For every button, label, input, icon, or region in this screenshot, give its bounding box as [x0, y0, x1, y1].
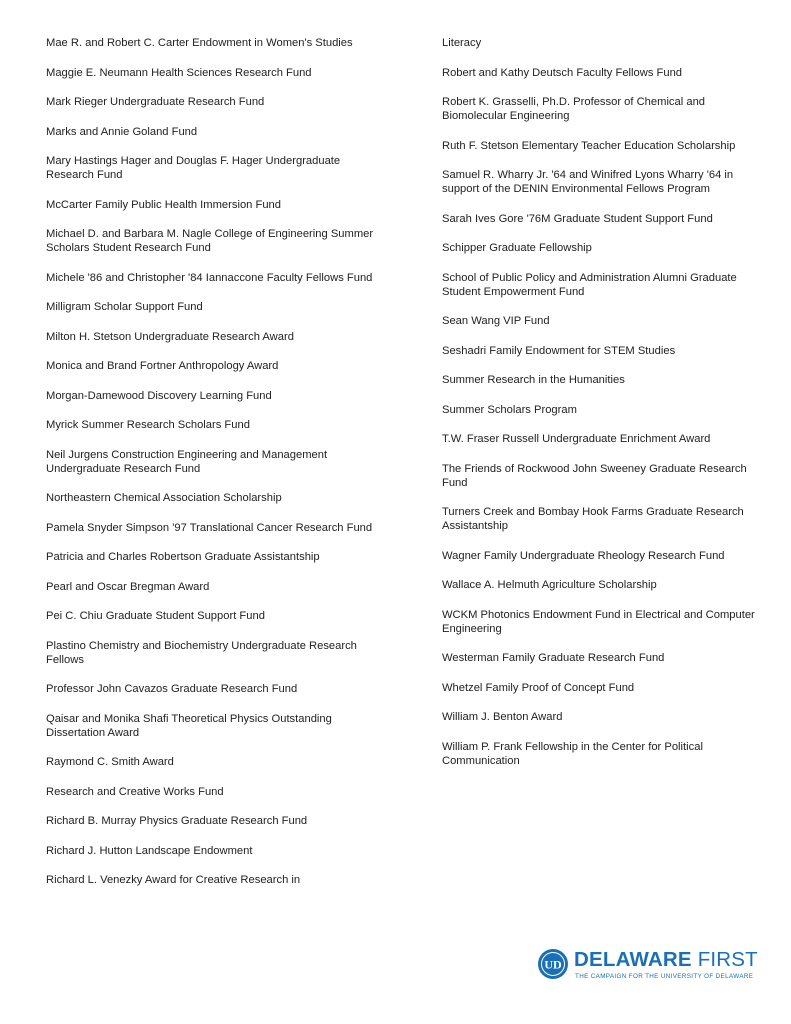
list-item: Samuel R. Wharry Jr. '64 and Winifred Lyons Wharry '64 in support of the DENIN Environmental Fellows Program	[442, 169, 734, 195]
svg-text:UD: UD	[544, 957, 562, 972]
list-item: William J. Benton Award	[442, 711, 563, 723]
list-item: Richard J. Hutton Landscape Endowment	[46, 844, 253, 857]
list-item: Sarah Ives Gore '76M Graduate Student Support Fund	[442, 212, 713, 225]
list-item: William P. Frank Fellowship in the Center for Political Communication	[442, 740, 703, 767]
list-item: Neil Jurgens Construction Engineering and Management Undergraduate Research Fund	[46, 448, 328, 475]
list-item: Mary Hastings Hager and Douglas F. Hager Undergraduate Research Fund	[46, 155, 341, 181]
logo-tagline: THE CAMPAIGN FOR THE UNIVERSITY OF DELAWARE	[575, 973, 754, 980]
list-item: Monica and Brand Fortner Anthropology Award	[46, 360, 279, 372]
list-item: Maggie E. Neumann Health Sciences Research Fund	[46, 66, 312, 79]
list-item: Seshadri Family Endowment for STEM Studies	[442, 344, 676, 357]
list-item: Pamela Snyder Simpson '97 Translational Cancer Research Fund	[46, 521, 373, 534]
list-item: Patricia and Charles Robertson Graduate Assistantship	[46, 551, 320, 563]
list-item: Marks and Annie Goland Fund	[46, 125, 198, 138]
logo-wordmark	[574, 948, 758, 972]
list-item: Mark Rieger Undergraduate Research Fund	[46, 96, 265, 108]
list-item: McCarter Family Public Health Immersion Fund	[46, 198, 282, 211]
left-column	[46, 36, 386, 903]
list-item: Robert and Kathy Deutsch Faculty Fellows Fund	[442, 66, 683, 79]
list-item: Wagner Family Undergraduate Rheology Research Fund	[442, 549, 725, 562]
list-item: Westerman Family Graduate Research Fund	[442, 652, 665, 664]
logo-name-delaware: DELAWARE	[574, 948, 692, 971]
list-item: Whetzel Family Proof of Concept Fund	[442, 681, 635, 694]
list-item: Plastino Chemistry and Biochemistry Undergraduate Research Fellows	[46, 639, 357, 666]
list-item: Literacy	[442, 37, 482, 49]
list-item: Sean Wang VIP Fund	[442, 315, 550, 327]
list-item: Schipper Graduate Fellowship	[442, 242, 592, 254]
right-column	[442, 36, 762, 783]
delaware-first-logo	[538, 948, 758, 988]
list-item: Summer Scholars Program	[442, 403, 577, 416]
list-item: Pearl and Oscar Bregman Award	[46, 580, 210, 593]
list-item: Qaisar and Monika Shafi Theoretical Physics Outstanding Dissertation Award	[46, 712, 332, 739]
logo-name-first: FIRST	[697, 948, 758, 971]
list-item: Richard B. Murray Physics Graduate Research Fund	[46, 815, 308, 827]
list-item: Morgan-Damewood Discovery Learning Fund	[46, 389, 272, 402]
list-item: Michele '86 and Christopher '84 Iannaccone Faculty Fellows Fund	[46, 271, 373, 284]
list-item: Wallace A. Helmuth Agriculture Scholarship	[442, 579, 657, 591]
list-item: Professor John Cavazos Graduate Research Fund	[46, 683, 298, 695]
list-item: School of Public Policy and Administration Alumni Graduate Student Empowerment Fund	[442, 271, 737, 298]
list-item: Michael D. and Barbara M. Nagle College of Engineering Summer Scholars Student Research Fund	[46, 228, 374, 254]
list-item: Ruth F. Stetson Elementary Teacher Education Scholarship	[442, 139, 736, 152]
ud-seal-icon	[538, 949, 568, 979]
list-item: Milton H. Stetson Undergraduate Research Award	[46, 330, 294, 343]
list-item: WCKM Photonics Endowment Fund in Electrical and Computer Engineering	[442, 608, 755, 635]
list-item: T.W. Fraser Russell Undergraduate Enrichment Award	[442, 433, 711, 445]
list-item: Raymond C. Smith Award	[46, 756, 174, 768]
list-item: Northeastern Chemical Association Scholarship	[46, 492, 282, 504]
list-item: Summer Research in the Humanities	[442, 374, 625, 386]
list-item: The Friends of Rockwood John Sweeney Graduate Research Fund	[442, 462, 747, 489]
list-item: Mae R. and Robert C. Carter Endowment in Women's Studies	[46, 37, 353, 49]
list-item: Robert K. Grasselli, Ph.D. Professor of Chemical and Biomolecular Engineering	[442, 96, 706, 122]
list-item: Pei C. Chiu Graduate Student Support Fund	[46, 610, 265, 622]
list-item: Milligram Scholar Support Fund	[46, 301, 203, 313]
list-item: Myrick Summer Research Scholars Fund	[46, 419, 250, 431]
list-item: Turners Creek and Bombay Hook Farms Graduate Research Assistantship	[442, 506, 744, 532]
list-item: Richard L. Venezky Award for Creative Research in	[46, 874, 301, 886]
list-item: Research and Creative Works Fund	[46, 785, 224, 798]
